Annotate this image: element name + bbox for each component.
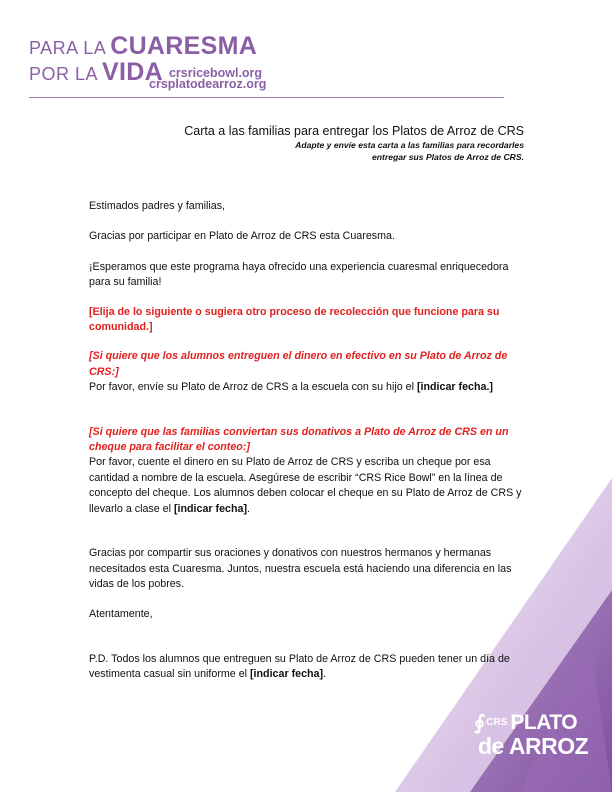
document-subtitle-line1: Adapte y envíe esta carta a las familias para recordarles bbox=[295, 140, 524, 150]
option-cash-date-placeholder: [indicar fecha.] bbox=[416, 381, 493, 394]
logo-text-para-la: PARA LA bbox=[29, 38, 107, 58]
postscript-text: P.D. Todos los alumnos que entreguen su Plato de Arroz de CRS pueden tener un día de vestimenta casual sin uniforme el bbox=[89, 652, 510, 681]
postscript-date-placeholder: [indicar fecha] bbox=[250, 668, 324, 681]
header-divider bbox=[29, 97, 504, 98]
crs-logo-mark: CRS bbox=[486, 717, 508, 728]
crs-bowl-icon: ∮ bbox=[474, 712, 486, 734]
crs-logo-word-plato: PLATO bbox=[510, 711, 578, 734]
document-title: Carta a las familias para entregar los Platos de Arroz de CRS bbox=[184, 124, 524, 138]
option-check-heading: [Si quiere que las familias conviertan sus donativos a Plato de Arroz de CRS en un cheque para facilitar el conteo:] bbox=[89, 425, 509, 454]
logo-text-cuaresma: CUARESMA bbox=[110, 32, 258, 60]
option-check-body bbox=[89, 455, 529, 517]
instruction-choose: [Elija de lo siguiente o sugiera otro proceso de recolección que funcione para su comunidad.] bbox=[89, 305, 500, 334]
url-crsplatodearroz[interactable]: crsplatodearroz.org bbox=[149, 77, 267, 91]
logo-text-por-la: POR LA bbox=[29, 64, 99, 84]
option-check-text: Por favor, cuente el dinero en su Plato de Arroz de CRS y escriba un cheque por esa cantidad a nombre de la escuela. Asegúrese de escribir “CRS Rice Bowl” en la línea de concepto del cheque. Los alumnos deben colocar el cheque en su Plato de Arroz de CRS y llevarlo a clase el bbox=[89, 456, 522, 515]
postscript bbox=[89, 652, 529, 683]
paragraph-gratitude: Gracias por compartir sus oraciones y donativos con nuestros hermanos y hermanas necesitados esta Cuaresma. Juntos, nuestra escuela está haciendo una diferencia en las vidas de los pobres. bbox=[89, 547, 512, 590]
document-subtitle-line2: entregar sus Platos de Arroz de CRS. bbox=[371, 152, 524, 162]
option-check-date-placeholder: [indicar fecha] bbox=[173, 502, 248, 515]
crs-logo-word-de-arroz: de ARROZ bbox=[478, 733, 589, 759]
option-cash-body bbox=[89, 380, 529, 395]
paragraph-thanks: Gracias por participar en Plato de Arroz de CRS esta Cuaresma. bbox=[89, 230, 395, 243]
greeting: Estimados padres y familias, bbox=[89, 200, 226, 212]
title-block bbox=[184, 123, 524, 163]
crs-plato-de-arroz-logo bbox=[474, 712, 588, 758]
logo-text-vida: VIDA bbox=[102, 58, 163, 86]
option-cash-heading: [Si quiere que los alumnos entreguen el dinero en efectivo en su Plato de Arroz de CRS:] bbox=[89, 350, 508, 378]
postscript-end: . bbox=[323, 668, 327, 681]
para-la-cuaresma-logo bbox=[29, 32, 267, 91]
option-cash-text: Por favor, envíe su Plato de Arroz de CRS a la escuela con su hijo el bbox=[89, 381, 414, 394]
url-crsricebowl[interactable]: crsricebowl.org bbox=[168, 66, 263, 80]
letter-body bbox=[89, 199, 529, 683]
paragraph-hope: ¡Esperamos que este programa haya ofrecido una experiencia cuaresmal enriquecedora para su familia! bbox=[89, 260, 509, 289]
closing: Atentamente, bbox=[89, 608, 153, 621]
option-check-end: . bbox=[247, 502, 251, 515]
